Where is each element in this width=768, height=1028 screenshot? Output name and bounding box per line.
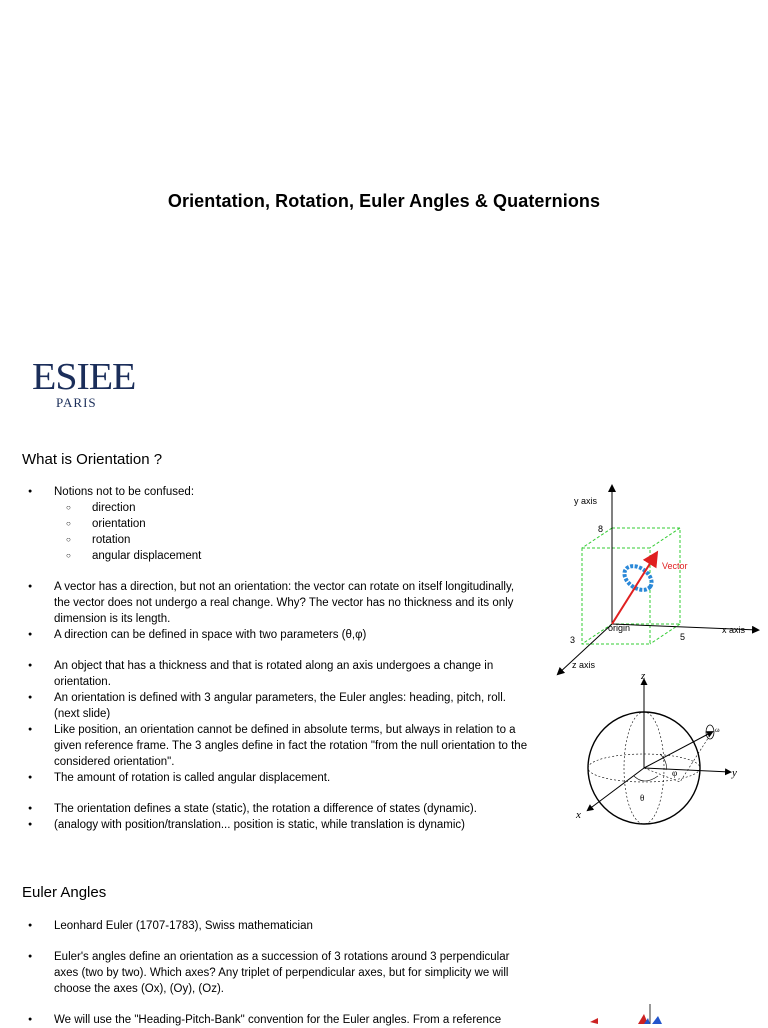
x-axis-label: x axis <box>722 625 746 635</box>
page-title: Orientation, Rotation, Euler Angles & Quaternions <box>167 191 601 211</box>
y-tick-label: 8 <box>598 524 604 534</box>
bottom-figure-fragment <box>588 1000 668 1024</box>
sub-list-item: ○ angular displacement <box>22 548 532 564</box>
sub-list-item: ○ direction <box>22 500 532 516</box>
list-item: ● We will use the "Heading-Pitch-Bank" convention for the Euler angles. From a reference <box>22 1012 532 1028</box>
list-item: ● Like position, an orientation cannot be defined in absolute terms, but always in relation to a given reference frame. The 3 angles define in fact the rotation "from the null orientation to the considered orientation". <box>22 722 532 770</box>
y-axis-line <box>644 768 730 772</box>
esiee-logo <box>32 358 136 412</box>
list-item: ● Leonhard Euler (1707-1783), Swiss mathematician <box>22 918 532 934</box>
rotation-marker-icon <box>706 725 714 739</box>
y-axis-label: y axis <box>574 496 598 506</box>
x-tick-label: 5 <box>680 632 686 642</box>
euler-bullet-list <box>22 918 532 1028</box>
y-label: y <box>732 767 737 779</box>
section-heading-euler-angles: Euler Angles <box>22 884 107 901</box>
list-item: ● Euler's angles define an orientation as a succession of 3 rotations around 3 perpendicular axes (two by two). Which axes? Any triplet of perpendicular axes, but for simplicity we will choose the axes (Ox), (Oy), (Oz). <box>22 949 532 997</box>
origin-label: origin <box>608 623 631 633</box>
direction-vector <box>644 732 712 768</box>
theta-label: θ <box>640 793 645 803</box>
rotation-ring <box>620 561 656 595</box>
omega-label: ω <box>715 726 720 734</box>
section-heading-orientation: What is Orientation ? <box>22 451 163 468</box>
x-label: x <box>576 809 581 821</box>
z-label: z <box>641 670 646 682</box>
sub-list-item: ○ rotation <box>22 532 532 548</box>
list-item: ● (analogy with position/translation... position is static, while translation is dynamic) <box>22 817 532 833</box>
list-item: ● An orientation is defined with 3 angular parameters, the Euler angles: heading, pitch, roll. (next slide) <box>22 690 532 722</box>
vector-axes-figure <box>550 480 765 680</box>
list-item: ● The orientation defines a state (static), the rotation a difference of states (dynamic). <box>22 801 532 817</box>
orientation-bullet-list <box>22 484 532 833</box>
list-item: ● The amount of rotation is called angular displacement. <box>22 770 532 786</box>
phi-label: φ <box>672 768 678 778</box>
sphere-angles-figure <box>572 670 752 825</box>
x-axis-line <box>588 768 644 810</box>
sub-list-item: ○ orientation <box>22 516 532 532</box>
logo-subtitle: PARIS <box>56 395 97 410</box>
vector-label: Vector <box>662 561 688 571</box>
z-axis-label: z axis <box>572 660 596 670</box>
projection-line <box>680 732 712 782</box>
theta-arc <box>634 776 658 781</box>
z-tick-label: 3 <box>570 635 576 645</box>
list-item: ● A direction can be defined in space with two parameters (θ,φ) <box>22 627 532 643</box>
list-item: ● Notions not to be confused: <box>22 484 532 500</box>
list-item: ● A vector has a direction, but not an orientation: the vector can rotate on itself longitudinally, the vector does not undergo a real change. Why? The vector has no thickness and its only dimension is its length. <box>22 579 532 627</box>
list-item: ● An object that has a thickness and that is rotated along an axis undergoes a change in orientation. <box>22 658 532 690</box>
logo-wordmark: ESIEE <box>32 356 136 398</box>
